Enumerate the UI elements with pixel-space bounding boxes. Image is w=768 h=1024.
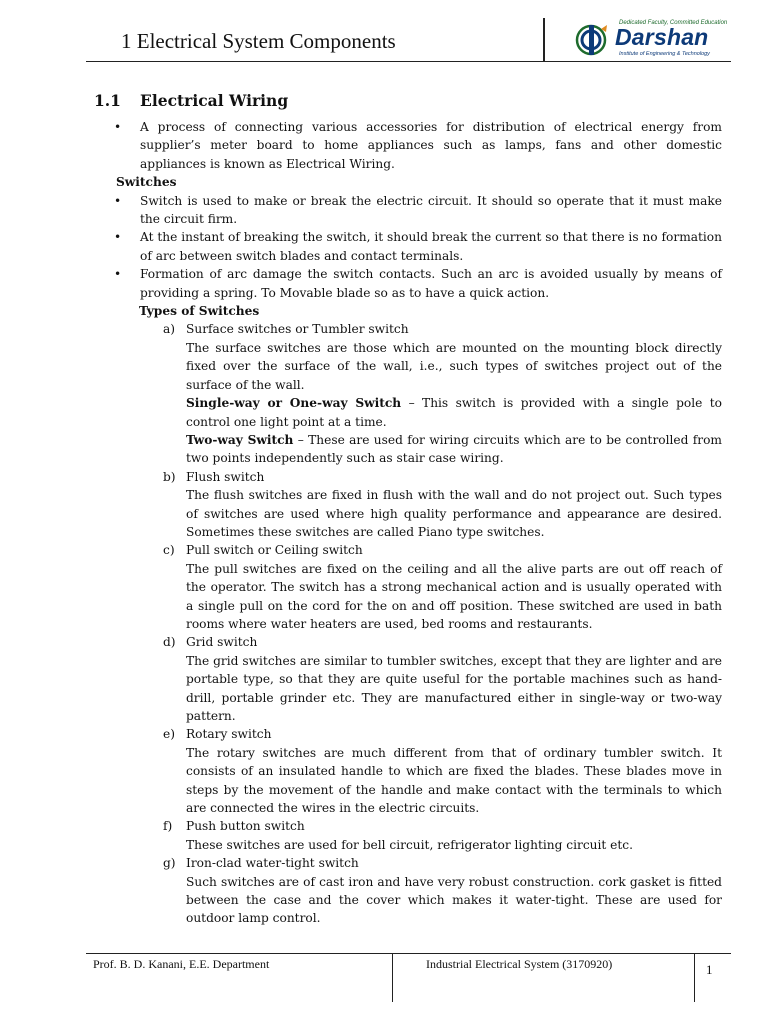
sub-item [186, 394, 722, 431]
header-rule [86, 61, 731, 62]
switch-bullet-text: Formation of arc damage the switch contacts. Such an arc is avoided usually by means of providing a spring. To Movable blade so as to have a quick action. [140, 267, 722, 300]
section-number: 1.1 [94, 91, 121, 110]
switch-bullet-text: At the instant of breaking the switch, it should break the current so that there is no formation of arc between switch blades and contact terminals. [140, 230, 722, 263]
switch-type-item [112, 320, 722, 467]
item-label: d) [163, 635, 176, 650]
section-title: Electrical Wiring [140, 91, 289, 110]
item-text: The pull switches are fixed on the ceiling and all the alive parts are out off reach of the operator. The switch has a strong mechanical action and is usually operated with a single pull on the cord for the on and off position. These switched are used in bath rooms where water heaters are used, bed rooms and restaurants. [186, 561, 722, 631]
bullet-icon: • [114, 267, 122, 282]
item-title: Push button switch [186, 819, 305, 834]
item-label: b) [163, 469, 176, 484]
switch-type-item [112, 725, 722, 817]
page-number: 1 [706, 962, 713, 977]
sub-item-term: Single-way or One-way Switch [186, 396, 402, 411]
switch-bullet-text: Switch is used to make or break the electric circuit. It should so operate that it must make the circuit firm. [140, 193, 722, 227]
sub-item-desc: – These are used for wiring circuits which are to be controlled from two points independently such as stair case wiring. [186, 432, 722, 466]
footer-divider [392, 953, 393, 1002]
logo-tagline: Dedicated Faculty, Committed Education [619, 20, 728, 26]
item-title: Flush switch [186, 469, 265, 484]
item-text: The grid switches are similar to tumbler switches, except that they are lighter and are portable type, so that they are quite useful for the portable machines such as hand-drill, portable grinder etc. They are manufactured either in single-way or two-way pattern. [186, 653, 722, 723]
footer-course: Industrial Electrical System (3170920) [426, 957, 613, 971]
section-heading [94, 91, 288, 110]
bullet-icon: • [114, 120, 122, 134]
sub-item-desc: – This switch is provided with a single pole to control one light point at a time. [186, 396, 722, 429]
logo-mark-icon [573, 23, 613, 57]
bullet-icon: • [114, 230, 122, 245]
item-title: Grid switch [186, 635, 258, 650]
types-heading: Types of Switches [139, 304, 260, 319]
item-title: Pull switch or Ceiling switch [186, 543, 363, 558]
logo-name: Darshan [615, 24, 709, 50]
logo-subtitle: Institute of Engineering & Technology [619, 51, 710, 57]
bullet-icon: • [114, 193, 122, 208]
switch-type-item [112, 541, 722, 633]
item-title: Rotary switch [186, 727, 272, 742]
switch-bullet [112, 192, 722, 229]
item-label: a) [163, 322, 176, 337]
document-body [112, 118, 722, 928]
switch-type-item [112, 817, 722, 854]
footer-divider [694, 953, 695, 1002]
item-text: The rotary switches are much different from that of ordinary tumbler switch. It consists of an insulated handle to which are fixed the blades. These blades move in steps by the movement of the handle and make contact with the terminals to which are connected the wires in the electric circuits. [186, 745, 722, 816]
footer-author: Prof. B. D. Kanani, E.E. Department [93, 957, 270, 971]
switch-type-item [112, 854, 722, 928]
sub-item-term: Two-way Switch [186, 432, 294, 447]
item-text: The flush switches are fixed in flush with the wall and do not project out. Such types of switches are used where high quality performance and appearance are desired. Sometimes these switches are called Piano type switches. [186, 488, 722, 539]
item-title: Surface switches or Tumbler switch [186, 322, 409, 337]
intro-bullet [112, 118, 722, 173]
switches-heading: Switches [116, 175, 177, 190]
item-text: These switches are used for bell circuit, refrigerator lighting circuit etc. [186, 837, 633, 852]
item-label: c) [163, 543, 175, 558]
item-title: Iron-clad water-tight switch [186, 856, 359, 871]
footer-rule [86, 953, 731, 954]
sub-item [186, 431, 722, 468]
item-label: e) [163, 727, 175, 742]
item-label: f) [163, 819, 173, 834]
switch-bullet [112, 228, 722, 265]
page-title: 1 Electrical System Components [121, 29, 396, 53]
header-divider [543, 18, 545, 62]
intro-bullet-text: A process of connecting various accessories for distribution of electrical energy from supplier’s meter board to home appliances such as lamps, fans and other domestic appliances is known as Electrical Wiring. [140, 120, 722, 171]
item-label: g) [163, 856, 176, 871]
item-text: The surface switches are those which are mounted on the mounting block directly fixed over the surface of the wall, i.e., such types of switches project out of the surface of the wall. [186, 340, 722, 392]
switch-type-item [112, 468, 722, 542]
switch-type-item [112, 633, 722, 725]
darshan-logo [573, 20, 728, 60]
item-text: Such switches are of cast iron and have very robust construction. cork gasket is fitted between the case and the cover which makes it water-tight. These are used for outdoor lamp control. [186, 874, 722, 926]
switch-bullet [112, 265, 722, 302]
